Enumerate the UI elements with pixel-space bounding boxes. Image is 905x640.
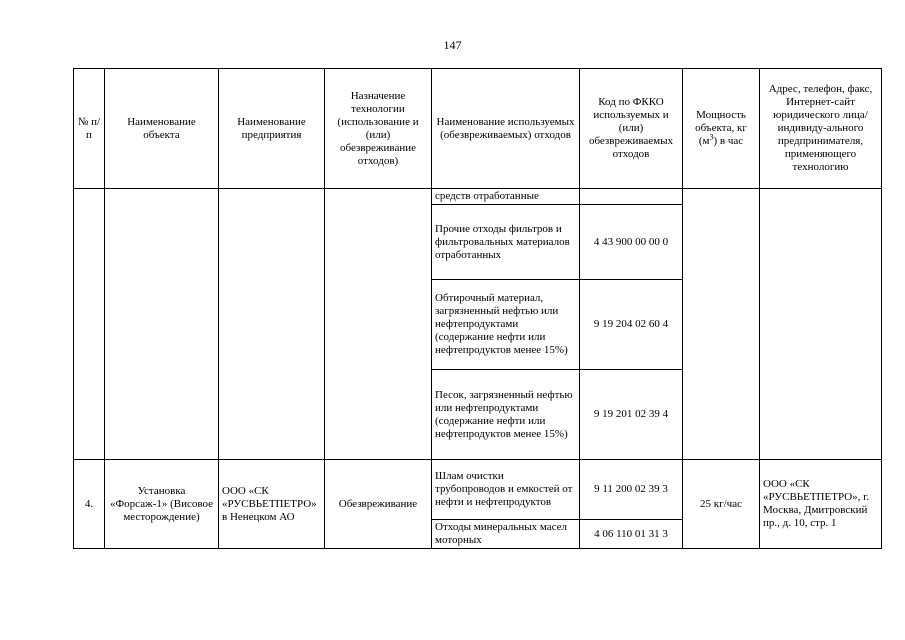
header-capacity-post: ) в час xyxy=(713,135,744,147)
header-object: Наименование объекта xyxy=(105,69,219,189)
waste-name-cell: Шлам очистки трубопроводов и емкостей от нефти и нефтепродуктов xyxy=(432,460,580,520)
waste-name-cell: Прочие отходы фильтров и фильтровальных материалов отработанных xyxy=(432,205,580,280)
entry-address-cell: ООО «СК «РУСВЬЕТПЕТРО», г. Москва, Дмитровский пр., д. 10, стр. 1 xyxy=(760,460,882,549)
header-waste-name: Наименование используемых (обезвреживаемых) отходов xyxy=(432,69,580,189)
fkko-code-cell xyxy=(580,189,683,205)
fkko-code-cell: 9 19 201 02 39 4 xyxy=(580,370,683,460)
cont-address-cell xyxy=(760,189,882,460)
header-fkko-code: Код по ФККО используемых и (или) обезвреживаемых отходов xyxy=(580,69,683,189)
table-row xyxy=(74,460,882,520)
table-row xyxy=(74,189,882,205)
waste-name-cell: Отходы минеральных масел моторных xyxy=(432,520,580,549)
header-enterprise: Наименование предприятия xyxy=(219,69,325,189)
entry-object-cell: Установка «Форсаж-1» (Висовое месторождение) xyxy=(105,460,219,549)
entry-capacity-cell: 25 кг/час xyxy=(683,460,760,549)
fkko-code-cell: 9 19 204 02 60 4 xyxy=(580,280,683,370)
fkko-code-cell: 9 11 200 02 39 3 xyxy=(580,460,683,520)
header-capacity-pre: Мощность объекта, кг (м xyxy=(695,109,747,147)
header-purpose: Назначение технологии (использование и (или) обезвреживание отходов) xyxy=(325,69,432,189)
cont-enterprise-cell xyxy=(219,189,325,460)
fkko-code-cell: 4 06 110 01 31 3 xyxy=(580,520,683,549)
waste-name-cell: средств отработанные xyxy=(432,189,580,205)
waste-technology-table xyxy=(73,68,882,549)
header-address: Адрес, телефон, факс, Интернет-сайт юридического лица/индивиду-ального предпринимателя, применяющего технологию xyxy=(760,69,882,189)
page-number: 147 xyxy=(443,38,462,52)
entry-enterprise-cell: ООО «СК «РУСВЬЕТПЕТРО» в Ненецком АО xyxy=(219,460,325,549)
cont-capacity-cell xyxy=(683,189,760,460)
cont-num-cell xyxy=(74,189,105,460)
header-capacity-sup: 3 xyxy=(709,132,714,142)
cont-object-cell xyxy=(105,189,219,460)
header-row xyxy=(74,69,882,189)
header-capacity xyxy=(683,69,760,189)
header-num: № п/п xyxy=(74,69,105,189)
cont-purpose-cell xyxy=(325,189,432,460)
waste-name-cell: Обтирочный материал, загрязненный нефтью или нефтепродуктами (содержание нефти или нефтепродуктов менее 15%) xyxy=(432,280,580,370)
entry-purpose-cell: Обезвреживание xyxy=(325,460,432,549)
entry-num-cell: 4. xyxy=(74,460,105,549)
waste-name-cell: Песок, загрязненный нефтью или нефтепродуктами (содержание нефти или нефтепродуктов менее 15%) xyxy=(432,370,580,460)
fkko-code-cell: 4 43 900 00 00 0 xyxy=(580,205,683,280)
